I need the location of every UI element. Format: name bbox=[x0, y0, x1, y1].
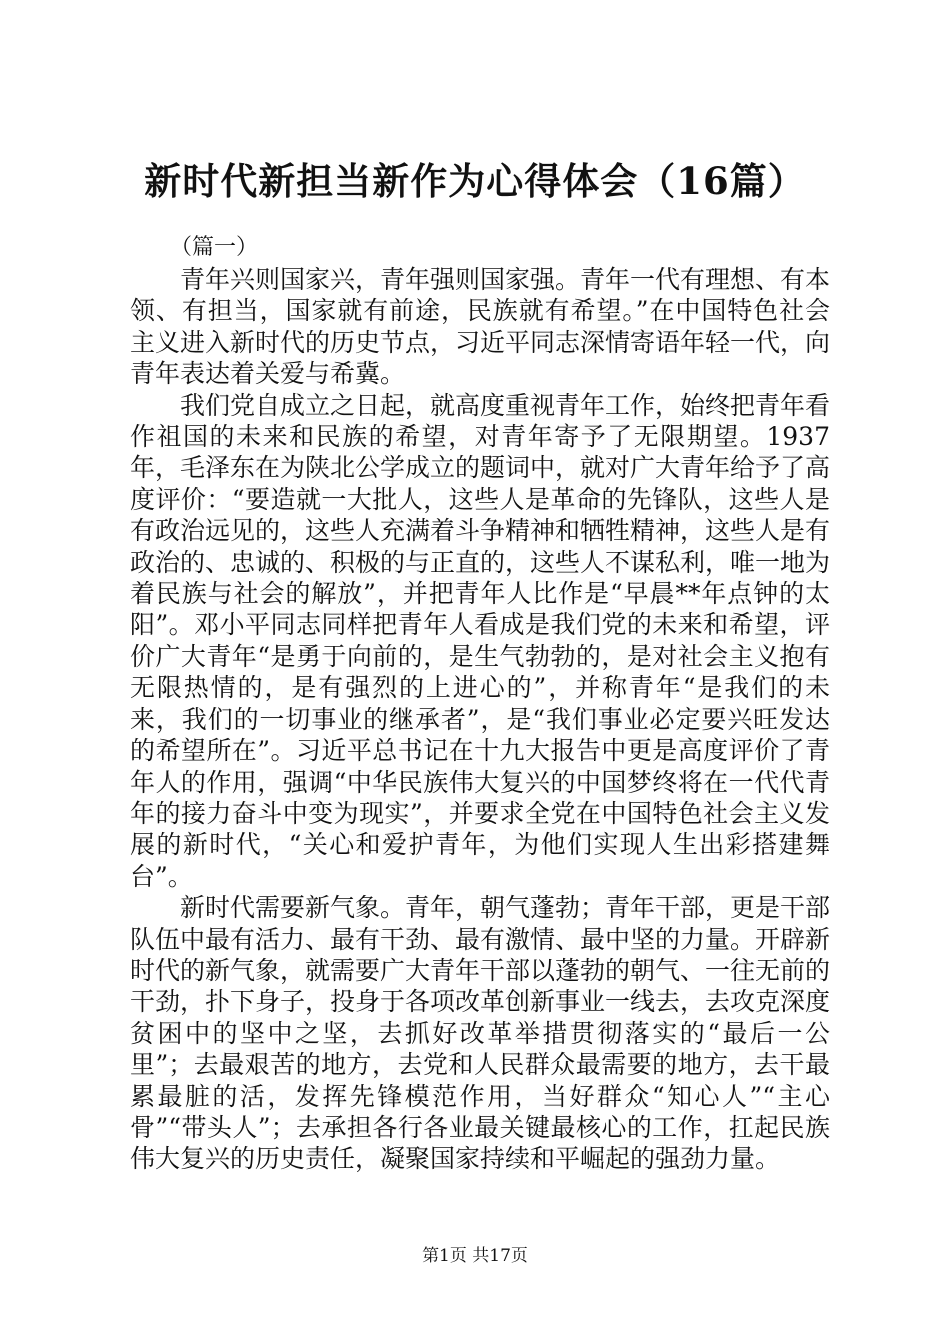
paragraph: 新时代需要新气象。青年，朝气蓬勃；青年干部，更是干部队伍中最有活力、最有干劲、最有激情、最中坚的力量。开辟新时代的新气象，就需要广大青年干部以蓬勃的朝气、一往无前的干劲，扑下身子，投身于各项改革创新事业一线去，去攻克深度贫困中的坚中之坚，去抓好改革举措贯彻落实的“最后一公里”；去最艰苦的地方，去党和人民群众最需要的地方，去干最累最脏的活，发挥先锋模范作用，当好群众“知心人”“主心骨”“带头人”；去承担各行各业最关键最核心的工作，扛起民族伟大复兴的历史责任，凝聚国家持续和平崛起的强劲力量。 bbox=[130, 893, 831, 1174]
document-title: 新时代新担当新作为心得体会（16篇） bbox=[144, 159, 806, 203]
document-body bbox=[130, 264, 830, 1175]
section-label: （篇一） bbox=[170, 235, 259, 260]
paragraph: 青年兴则国家兴，青年强则国家强。青年一代有理想、有本领、有担当，国家就有前途，民族就有希望。”在中国特色社会主义进入新时代的历史节点，习近平同志深情寄语年轻一代，向青年表达着关爱与希冀。 bbox=[130, 265, 831, 389]
page-number-footer: 第1页 共17页 bbox=[422, 1246, 528, 1266]
paragraph: 我们党自成立之日起，就高度重视青年工作，始终把青年看作祖国的未来和民族的希望，对青年寄予了无限期望。1937年，毛泽东在为陕北公学成立的题词中，就对广大青年给予了高度评价：“要造就一大批人，这些人是革命的先锋队，这些人是有政治远见的，这些人充满着斗争精神和牺牲精神，这些人是有政治的、忠诚的、积极的与正直的，这些人不谋私利，唯一地为着民族与社会的解放”，并把青年人比作是“早晨**年点钟的太阳”。邓小平同志同样把青年人看成是我们党的未来和希望，评价广大青年“是勇于向前的，是生气勃勃的，是对社会主义抱有无限热情的，是有强烈的上进心的”，并称青年“是我们的未来，我们的一切事业的继承者”，是“我们事业必定要兴旺发达的希望所在”。习近平总书记在十九大报告中更是高度评价了青年人的作用，强调“中华民族伟大复兴的中国梦终将在一代代青年的接力奋斗中变为现实”，并要求全党在中国特色社会主义发展的新时代，“关心和爱护青年，为他们实现人生出彩搭建舞台”。 bbox=[130, 390, 831, 891]
